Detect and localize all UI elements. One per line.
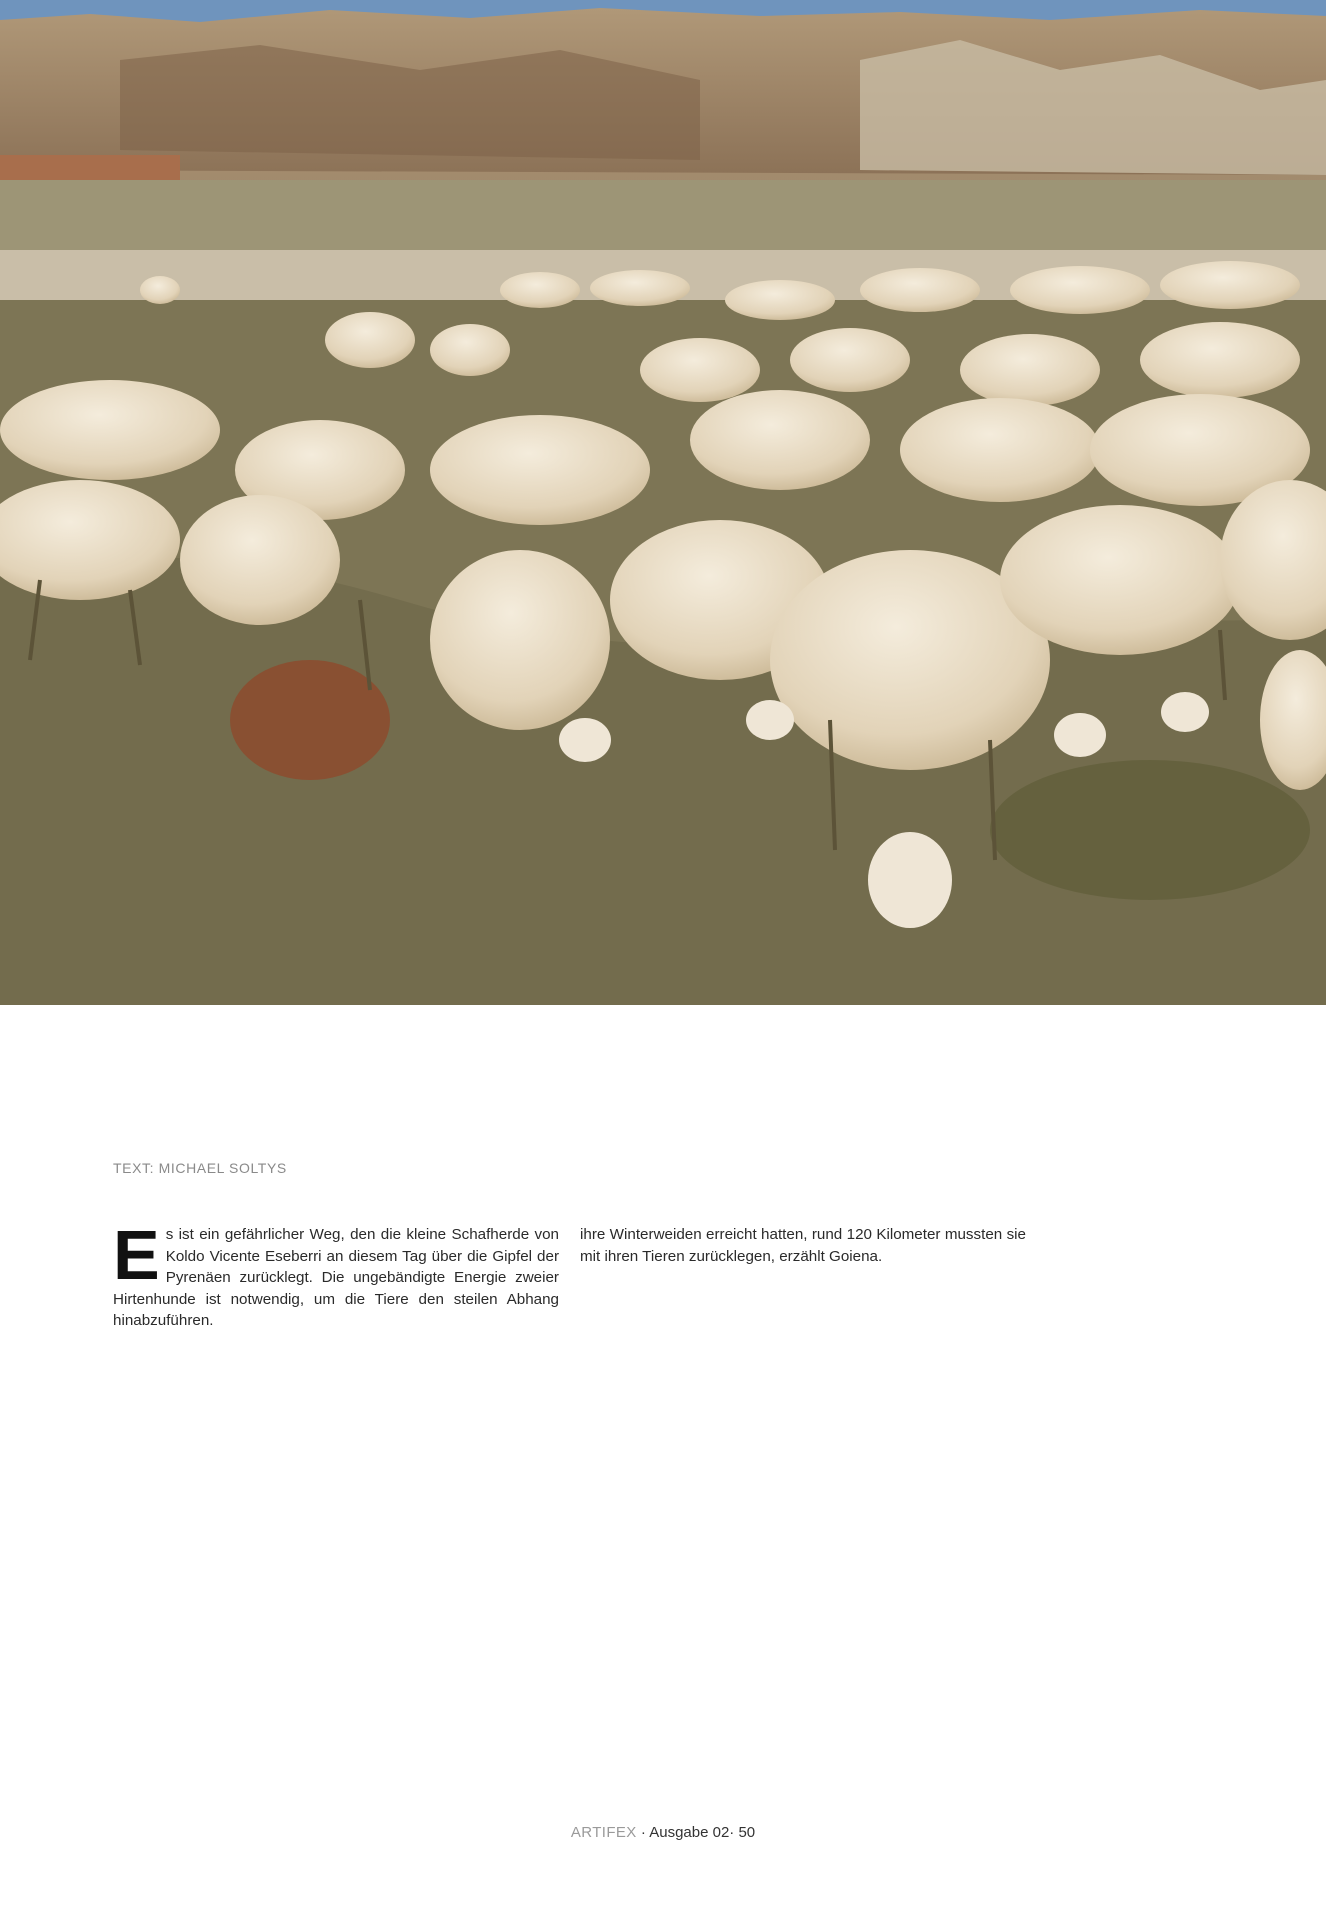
paragraph-1 <box>113 1216 559 1332</box>
magazine-name: ARTIFEX <box>570 1824 637 1841</box>
article-column-left <box>113 1216 559 1332</box>
article-column-right <box>580 1224 1026 1267</box>
page-footer <box>0 1824 1326 1841</box>
paragraph-continued: ihre Winterweiden erreicht hatten, rund 120 Kilometer mussten sie mit ihren Tieren zurücklegen, erzählt Goiena. <box>580 1226 1026 1265</box>
drop-cap: E <box>113 1216 160 1294</box>
paragraph-1-text: s ist ein gefährlicher Weg, den die kleine Schafherde von Koldo Vicente Eseberri an diesem Tag über die Gipfel der Pyrenäen zurücklegt. Die ungebändigte Energie zweier Hirtenhunde ist notwendig, um die Tiere den steilen Abhang hinabzuführen. <box>113 1226 559 1330</box>
issue-page-number: · Ausgabe 02· 50 <box>640 1824 756 1841</box>
article-byline: TEXT: MICHAEL SOLTYS <box>113 1160 287 1176</box>
